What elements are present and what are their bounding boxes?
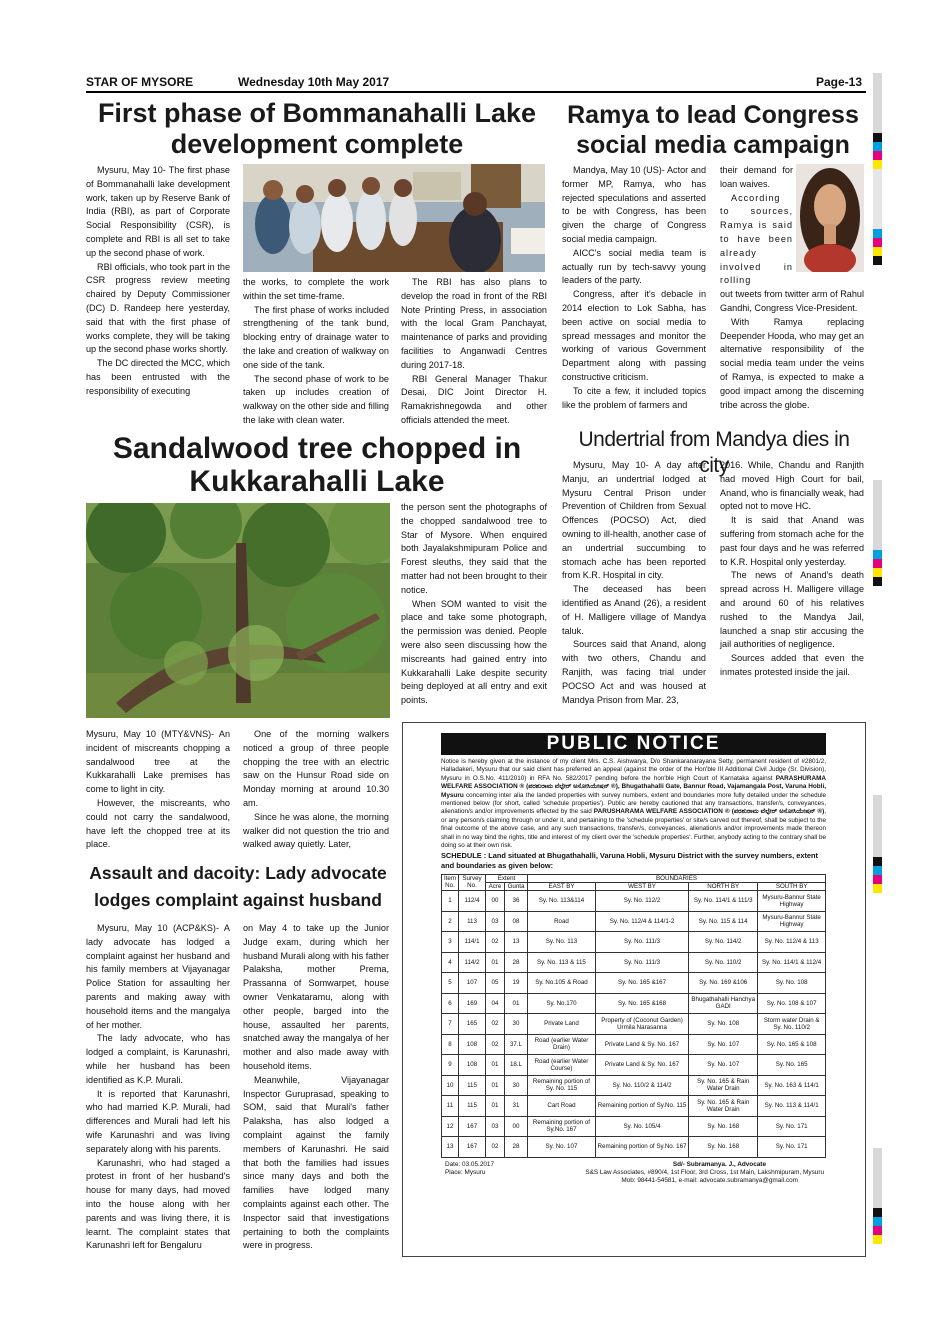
notice-contact: Mob: 98441-54581, e-mail: advocate.subramanya@gmail.com xyxy=(621,1176,798,1184)
schedule-cell: Sy. No. 113&114 xyxy=(528,891,596,912)
schedule-cell: Sy. No. 163 & 114/1 xyxy=(758,1075,826,1096)
schedule-row xyxy=(442,1116,826,1137)
schedule-cell: 19 xyxy=(505,973,528,994)
schedule-cell: 01 xyxy=(505,993,528,1014)
schedule-cell: Sy. No. 105/4 xyxy=(595,1116,688,1137)
schedule-cell: 02 xyxy=(486,932,505,953)
schedule-cell: Sy. No. 107 xyxy=(689,1055,758,1076)
schedule-cell: 165 xyxy=(459,1014,486,1035)
schedule-cell: 107 xyxy=(459,973,486,994)
schedule-cell: 18.L xyxy=(505,1055,528,1076)
schedule-cell: Sy. No. 165 &167 xyxy=(595,973,688,994)
schedule-cell: 00 xyxy=(486,891,505,912)
schedule-cell: 03 xyxy=(486,1116,505,1137)
th-west: WEST BY xyxy=(595,882,688,890)
schedule-cell: Private Land & Sy. No. 167 xyxy=(595,1055,688,1076)
schedule-cell: Mysuru-Bannur State Highway xyxy=(758,911,826,932)
color-registration-bar-4 xyxy=(873,1148,882,1244)
schedule-cell: 30 xyxy=(505,1075,528,1096)
schedule-cell: Cart Road xyxy=(528,1096,596,1117)
schedule-cell: Property of (Coconut Garden) Urmila Narasanna xyxy=(595,1014,688,1035)
notice-firm: S&S Law Associates, #890/4, 1st Floor, 3rd Cross, 1st Main, Lakshmipuram, Mysuru xyxy=(585,1168,824,1176)
schedule-cell: 02 xyxy=(486,1034,505,1055)
schedule-cell: 01 xyxy=(486,1055,505,1076)
schedule-cell: Remaining portion of Sy. No. 115 xyxy=(528,1075,596,1096)
color-registration-bar-1 xyxy=(873,73,882,265)
masthead-rule xyxy=(86,91,866,93)
schedule-cell: 10 xyxy=(442,1075,459,1096)
schedule-cell: Sy. No. 110/2 & 114/2 xyxy=(595,1075,688,1096)
schedule-cell: Sy. No. 165 xyxy=(758,1055,826,1076)
schedule-row xyxy=(442,1014,826,1035)
page-number: Page-13 xyxy=(816,75,863,89)
schedule-cell: 08 xyxy=(505,911,528,932)
th-gunta: Gunta xyxy=(505,882,528,890)
schedule-cell: 11 xyxy=(442,1096,459,1117)
ramya-headline: Ramya to lead Congress social media campaign xyxy=(567,101,859,159)
masthead xyxy=(86,75,866,91)
schedule-cell: Sy. No. 165 & Rain Water Drain xyxy=(689,1096,758,1117)
schedule-cell: 13 xyxy=(505,932,528,953)
schedule-row xyxy=(442,932,826,953)
schedule-cell: 112/4 xyxy=(459,891,486,912)
assault-headline: Assault and dacoity: Lady advocate lodges complaint against husband xyxy=(89,863,387,910)
th-north: NORTH BY xyxy=(689,882,758,890)
schedule-cell: Remaining portion of Sy.No. 167 xyxy=(528,1116,596,1137)
schedule-cell: 28 xyxy=(505,952,528,973)
th-acre: Acre xyxy=(486,882,505,890)
schedule-cell: Remaining portion of Sy.No. 167 xyxy=(595,1137,688,1158)
schedule-cell: 7 xyxy=(442,1014,459,1035)
undertrial-col-2: 2016. While, Chandu and Ranjith had moved High Court for bail, Anand, who is financially weak, had opted not to move HC. It is said that Anand was suffering from stomach ache for the past four days and he was referred to K.R. Hospital only yesterday. The news of Anand's death spread across H. Malligere village and around 60 of his relatives rushed to the Mandya Jail, launched a snap stir accusing the jail authorities of negligence. Sources added that even the inmates protested inside the jail. xyxy=(720,460,864,677)
schedule-cell: 37.L xyxy=(505,1034,528,1055)
schedule-cell: 04 xyxy=(486,993,505,1014)
assault-col-1: Mysuru, May 10 (ACP&KS)- A lady advocate has lodged a complaint against her husband and his family members at Vijayanagar Police Station for assaulting her parents and making away with household items and the mangalya of her mother. The lady advocate, who has lodged a complaint, is Karunashri, while her husband has been identified as K.P. Murali. It is reported that Karunashri, who had married K.P. Murali, had differences and Murali had left his wife Karunashri and was living separately along with his parents. Karunashri, who had staged a protest in front of her husband's house for many days, had moved into the house along with her parents and was living there, it is learnt. The complaint states that Karunashri left for Bengaluru xyxy=(86,923,230,1251)
schedule-cell: Sy. No. 112/4 & 114/1-2 xyxy=(595,911,688,932)
schedule-cell: Remaining portion of Sy.No. 115 xyxy=(595,1096,688,1117)
lake-meeting-photo xyxy=(243,164,545,272)
schedule-cell: Sy. No. 113 & 115 xyxy=(528,952,596,973)
schedule-cell: 00 xyxy=(505,1116,528,1137)
schedule-cell: Sy. No. 169 &106 xyxy=(689,973,758,994)
schedule-cell: 01 xyxy=(486,1096,505,1117)
schedule-cell: Sy. No. 112/4 & 113 xyxy=(758,932,826,953)
schedule-cell: 03 xyxy=(486,911,505,932)
schedule-cell: Sy. No. 115 & 114 xyxy=(689,911,758,932)
lake-col-1: Mysuru, May 10- The first phase of Bommanahalli lake development work, taken up by Reserve Bank of India (RBI), as part of Corporate Social Responsibility (CSR), is complete and RBI is all set to take up the second phase of work. RBI officials, who took part in the CSR progress review meeting chaired by Deputy Commissioner (DC) D. Randeep here yesterday, said that with the first phase of works complete, they will be taking up the second phase works shortly. The DC directed the MCC, which has been entrusted with the responsibility of executing xyxy=(86,165,230,396)
schedule-cell: 02 xyxy=(486,1137,505,1158)
schedule-cell: Sy. No.105 & Road xyxy=(528,973,596,994)
schedule-cell: Sy. No. 113 xyxy=(528,932,596,953)
schedule-cell: 167 xyxy=(459,1116,486,1137)
notice-signature: Sd/- Subramanya. J., Advocate xyxy=(672,1160,766,1168)
th-item: Item No. xyxy=(442,874,459,890)
notice-body: Notice is hereby given at the instance of my client Mrs. C.S. Aishwarya, D/o Shankaranarayana Setty, permanent resident of #2801/2, Halladakeri, Mysuru that our said client has preferred an appeal (against the order of the Hon'ble III Additional Civil Judge (Sr. Division), Mysuru in O.S.No. 411/2010) in RFA No. 582/2017 pending before the hon'ble High Court of Karnataka against PARASHURAMA WELFARE ASSOCIATION ® (ಪರಶುರಾಮ ವೆಲ್ಫೇರ್ ಅಸೋಸಿಯೇಷನ್ ®), Bhugathahalli Gate, Bannur Road, Vajamangala Post, Varuna Hobli, Mysuru concerning inter alia the landed properties with survey numbers, extent and boundaries more fully detailed under the schedule mentioned below (for short, called 'schedule properties'). Public are hereby cautioned that any transactions, transfer/s, conveyances, alienation/s and/or improvements effected by the said PARUSHARAMA WELFARE ASSOCIATION ® (ಪರಶುರಾಮ ವೆಲ್ಫೇರ್ ಅಸೋಸಿಯೇಷನ್ ®), or any person/s claiming through or under it, and pertaining to the 'schedule properties' or site/s carved out thereof, shall be subject to the final outcome of the above case, and any such transactions, transfer/s, conveyances, alienation/s and/or improvements made thereon shall in no way bind the rights, title and interest of my client over the 'schedule properties'. Further, anybody acting to the contrary shall be doing so at their own risk. xyxy=(441,758,827,850)
schedule-cell: 169 xyxy=(459,993,486,1014)
schedule-cell: 01 xyxy=(486,952,505,973)
schedule-cell: Road xyxy=(528,911,596,932)
issue-date: Wednesday 10th May 2017 xyxy=(238,75,390,89)
lake-headline: First phase of Bommanahalli Lake development complete xyxy=(97,98,537,159)
ramya-photo xyxy=(796,164,864,272)
schedule-cell: 114/1 xyxy=(459,932,486,953)
schedule-row xyxy=(442,952,826,973)
schedule-cell: 36 xyxy=(505,891,528,912)
notice-schedule: SCHEDULE : Land situated at Bhugathahalli, Varuna Hobli, Mysuru District with the survey numbers, extent and boundaries as given below: xyxy=(441,851,818,871)
schedule-cell: 114/2 xyxy=(459,952,486,973)
schedule-cell: Sy. No. 171 xyxy=(758,1137,826,1158)
schedule-cell: Road (earlier Water Course) xyxy=(528,1055,596,1076)
schedule-cell: Bhugathahalli Hanchya GADI xyxy=(689,993,758,1014)
th-boundaries: BOUNDARIES xyxy=(528,874,826,882)
schedule-row xyxy=(442,891,826,912)
schedule-cell: Sy. No. 114/1 & 111/3 xyxy=(689,891,758,912)
undertrial-headline: Undertrial from Mandya dies in city xyxy=(578,428,850,477)
color-registration-bar-3 xyxy=(873,795,882,893)
paper-name: STAR OF MYSORE xyxy=(86,75,194,89)
schedule-cell: Sy. No. 114/2 xyxy=(689,932,758,953)
schedule-cell: 1 xyxy=(442,891,459,912)
schedule-cell: 28 xyxy=(505,1137,528,1158)
public-notice xyxy=(441,733,826,1195)
notice-place: Place: Mysuru xyxy=(445,1168,486,1176)
notice-footer xyxy=(441,1161,826,1195)
schedule-cell: Sy. No. 168 xyxy=(689,1116,758,1137)
schedule-cell: Sy. No. 114/1 & 112/4 xyxy=(758,952,826,973)
schedule-cell: 05 xyxy=(486,973,505,994)
schedule-cell: 3 xyxy=(442,932,459,953)
sandalwood-headline: Sandalwood tree chopped in Kukkarahalli Lake xyxy=(112,432,522,498)
color-registration-bar-2 xyxy=(873,480,882,586)
th-east: EAST BY xyxy=(528,882,596,890)
th-south: SOUTH BY xyxy=(758,882,826,890)
schedule-cell: Sy. No. 168 xyxy=(689,1137,758,1158)
schedule-cell: Sy. No. 107 xyxy=(689,1034,758,1055)
schedule-cell: Sy. No. 107 xyxy=(528,1137,596,1158)
schedule-cell: Private Land xyxy=(528,1014,596,1035)
schedule-cell: 167 xyxy=(459,1137,486,1158)
lake-col-2: the works, to complete the work within the set time-frame. The first phase of works included strengthening of the tank bund, blocking entry of drainage water to the lake and creation of walkway on one side of the tank. The second phase of work to be taken up includes creation of walkway on the other side and filling the lake with clean water. xyxy=(243,277,389,425)
th-extent: Extent xyxy=(486,874,528,882)
schedule-row xyxy=(442,1137,826,1158)
schedule-cell: Private Land & Sy. No. 167 xyxy=(595,1034,688,1055)
schedule-cell: 9 xyxy=(442,1055,459,1076)
schedule-cell: 8 xyxy=(442,1034,459,1055)
lake-col-3: The RBI has also plans to develop the road in front of the RBI Note Printing Press, in association with the local Gram Panchayat, maintenance of parks and providing facilities to Anganwadi Centres during 2017-18. RBI General Manager Thakur Desai, DIC Joint Director H. Ramakrishnegowda and other officials attended the meet. xyxy=(401,277,547,425)
schedule-cell: Sy. No. 110/2 xyxy=(689,952,758,973)
notice-title: PUBLIC NOTICE xyxy=(441,733,826,755)
schedule-cell: Sy. No. 111/3 xyxy=(595,952,688,973)
schedule-cell: 13 xyxy=(442,1137,459,1158)
assault-col-2: on May 4 to take up the Junior Judge exam, during which her husband Murali along with his father Palaksha, mother Prema, Prassanna of Somwarpet, house owner Venkataramu, along with other people, barged into the house, assaulted her parents, snatched away the mangalya of her mother and also made away with household items. Meanwhile, Vijayanagar Inspector Guruprasad, speaking to SOM, said that Murali's father Palaksha, has also lodged a complaint against the family members of Karunashri. He said that both the families had issues since many days and both the families have lodged many complaints against each other. The Inspector said that investigations pertaining to both the complaints were in progress. xyxy=(243,923,389,1251)
schedule-cell: 02 xyxy=(486,1014,505,1035)
schedule-cell: Sy. No. 108 xyxy=(689,1014,758,1035)
schedule-cell: Sy. No. 171 xyxy=(758,1116,826,1137)
schedule-row xyxy=(442,1075,826,1096)
sandalwood-tree-photo xyxy=(86,503,390,718)
schedule-row xyxy=(442,993,826,1014)
schedule-cell: 2 xyxy=(442,911,459,932)
schedule-cell: Sy. No. 108 xyxy=(758,973,826,994)
schedule-cell: 01 xyxy=(486,1075,505,1096)
schedule-row xyxy=(442,1034,826,1055)
schedule-cell: 12 xyxy=(442,1116,459,1137)
schedule-cell: Sy. No. 165 &168 xyxy=(595,993,688,1014)
schedule-cell: Sy. No. 108 & 107 xyxy=(758,993,826,1014)
schedule-cell: Road (earlier Water Drain) xyxy=(528,1034,596,1055)
schedule-cell: 5 xyxy=(442,973,459,994)
schedule-cell: 115 xyxy=(459,1096,486,1117)
sandalwood-col-1: Mysuru, May 10 (MTY&VNS)- An incident of miscreants chopping a sandalwood tree at the Kukkarahalli Lake premises has come to light in city. However, the miscreants, who could not carry the sandalwood, have left the chopped tree at its place. xyxy=(86,729,230,850)
schedule-cell: Sy. No. 113 & 114/1 xyxy=(758,1096,826,1117)
schedule-cell: 115 xyxy=(459,1075,486,1096)
th-survey: Survey No. xyxy=(459,874,486,890)
schedule-row xyxy=(442,1055,826,1076)
schedule-cell: 6 xyxy=(442,993,459,1014)
schedule-cell: Sy. No. 165 & 108 xyxy=(758,1034,826,1055)
schedule-cell: 108 xyxy=(459,1055,486,1076)
schedule-cell: 30 xyxy=(505,1014,528,1035)
schedule-cell: Mysuru-Bannur State Highway xyxy=(758,891,826,912)
schedule-cell: 108 xyxy=(459,1034,486,1055)
schedule-cell: 113 xyxy=(459,911,486,932)
schedule-cell: 4 xyxy=(442,952,459,973)
schedule-row xyxy=(442,911,826,932)
schedule-cell: Sy. No. 165 & Rain Water Drain xyxy=(689,1075,758,1096)
sandalwood-col-2: One of the morning walkers noticed a group of three people chopping the tree with an electric saw on the Hunsur Road side on Monday morning at around 10.30 am. Since he was alone, the morning walker did not question the trio and walked away quietly. Later, xyxy=(243,729,389,850)
sandalwood-col-3: the person sent the photographs of the chopped sandalwood tree to Star of Mysore. When enquired both Jayalakshmipuram Police and Forest sleuths, they said that the matter had not been brought to their notice. When SOM wanted to visit the place and take some photograph, the permission was denied. People were also seen discussing how the miscreants had gained entry into Kukkarahalli Lake despite security being deployed at all entry and exit points. xyxy=(401,502,547,706)
schedule-cell: Sy. No.170 xyxy=(528,993,596,1014)
ramya-col-1: Mandya, May 10 (US)- Actor and former MP, Ramya, who has rejected speculations and asserted to be with Congress, has been given the charge of Congress social media campaign. AICC's social media team is actually run by tech-savvy young leaders of the party. Congress, after it's debacle in 2014 election to Lok Sabha, has been active on social media to spread messages and monitor the working of various Government Department along with passing constructive criticism. To cite a few, it included topics like the problem of farmers and xyxy=(562,165,706,410)
schedule-cell: Sy. No. 111/3 xyxy=(595,932,688,953)
ramya-col-2: their demand for loan waives. According to sources, Ramya is said to have been already involved in rolling out tweets from twitter arm of Rahul Gandhi, Congress Vice-President. With Ramya replacing Deepender Hooda, who may get an alternative responsibility of the social media team under the veins of Ramya, is expected to make a good impact among the discerning tribe across the globe. xyxy=(720,165,864,410)
schedule-row xyxy=(442,973,826,994)
schedule-cell: Sy. No. 112/2 xyxy=(595,891,688,912)
schedule-table xyxy=(441,874,826,1158)
schedule-row xyxy=(442,1096,826,1117)
schedule-cell: Storm water Drain & Sy. No. 110/2 xyxy=(758,1014,826,1035)
undertrial-col-1: Mysuru, May 10- A day after Manju, an undertrial lodged at Mysuru Central Prison under Prevention of Children from Sexual Offences (POCSO) Act, died owning to ill-health, another case of an undertrial succumbing to stomach ache has been reported from K.R. Hospital in city. The deceased has been identified as Anand (26), a resident of H. Malligere village of Mandya taluk. Sources said that Anand, along with two others, Chandu and Ranjith, was facing trial under POCSO Act and was housed at Mandya Prison from Mar. 23, xyxy=(562,460,706,705)
schedule-cell: 31 xyxy=(505,1096,528,1117)
notice-date: Date: 03.05.2017 xyxy=(445,1160,495,1168)
